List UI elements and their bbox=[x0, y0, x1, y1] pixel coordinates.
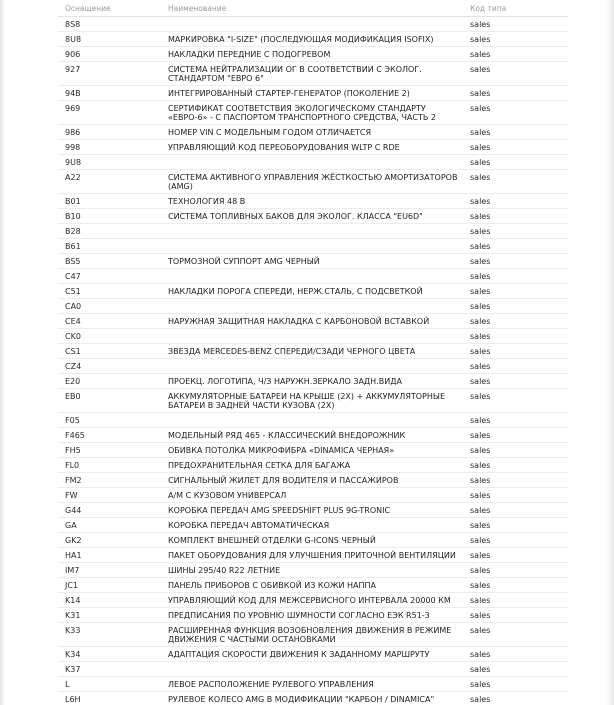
table-row bbox=[58, 428, 568, 443]
cell-type-code: sales bbox=[463, 413, 568, 428]
cell-option-code: C51 bbox=[58, 284, 161, 299]
cell-option-code: C47 bbox=[58, 269, 161, 284]
cell-option-name bbox=[161, 239, 463, 254]
cell-option-name: УПРАВЛЯЮЩИЙ КОД ПЕРЕОБОРУДОВАНИЯ WLTP С RDE bbox=[161, 140, 463, 155]
cell-option-code: CE4 bbox=[58, 314, 161, 329]
table-row bbox=[58, 473, 568, 488]
column-header-code[interactable]: Оснащение bbox=[58, 0, 161, 17]
table-body bbox=[58, 17, 568, 705]
cell-type-code: sales bbox=[463, 374, 568, 389]
table-row bbox=[58, 254, 568, 269]
cell-option-name bbox=[161, 299, 463, 314]
cell-type-code: sales bbox=[463, 458, 568, 473]
cell-option-code: 927 bbox=[58, 62, 161, 86]
cell-type-code: sales bbox=[463, 473, 568, 488]
cell-option-name bbox=[161, 662, 463, 677]
cell-option-code: G44 bbox=[58, 503, 161, 518]
cell-option-name: МАРКИРОВКА "I-SIZE" (ПОСЛЕДУЮЩАЯ МОДИФИКАЦИЯ ISOFIX) bbox=[161, 32, 463, 47]
cell-type-code: sales bbox=[463, 608, 568, 623]
cell-type-code: sales bbox=[463, 17, 568, 32]
cell-type-code: sales bbox=[463, 533, 568, 548]
cell-type-code: sales bbox=[463, 359, 568, 374]
cell-option-name: ТОРМОЗНОЙ СУППОРТ AMG ЧЕРНЫЙ bbox=[161, 254, 463, 269]
table-row bbox=[58, 608, 568, 623]
table-row bbox=[58, 677, 568, 692]
table-row bbox=[58, 140, 568, 155]
table-row bbox=[58, 563, 568, 578]
table-row bbox=[58, 32, 568, 47]
table-row bbox=[58, 284, 568, 299]
table-row bbox=[58, 269, 568, 284]
table-row bbox=[58, 662, 568, 677]
table-row bbox=[58, 503, 568, 518]
equipment-table bbox=[58, 0, 568, 705]
cell-option-code: 8S8 bbox=[58, 17, 161, 32]
cell-option-code: F465 bbox=[58, 428, 161, 443]
cell-option-code: E20 bbox=[58, 374, 161, 389]
cell-type-code: sales bbox=[463, 488, 568, 503]
cell-option-code: A22 bbox=[58, 170, 161, 194]
cell-option-name: ЛЕВОЕ РАСПОЛОЖЕНИЕ РУЛЕВОГО УПРАВЛЕНИЯ bbox=[161, 677, 463, 692]
cell-option-code: CK0 bbox=[58, 329, 161, 344]
table-row bbox=[58, 170, 568, 194]
table-row bbox=[58, 17, 568, 32]
cell-type-code: sales bbox=[463, 125, 568, 140]
cell-type-code: sales bbox=[463, 677, 568, 692]
cell-option-name: ПРЕДПИСАНИЯ ПО УРОВНЮ ШУМНОСТИ СОГЛАСНО ЕЭК R51-3 bbox=[161, 608, 463, 623]
cell-option-name: РАСШИРЕННАЯ ФУНКЦИЯ ВОЗОБНОВЛЕНИЯ ДВИЖЕНИЯ В РЕЖИМЕ ДВИЖЕНИЯ С ЧАСТЫМИ ОСТАНОВКАМИ bbox=[161, 623, 463, 647]
cell-option-name: СИСТЕМА НЕЙТРАЛИЗАЦИИ ОГ В СООТВЕТСТВИИ С ЭКОЛОГ. СТАНДАРТОМ "ЕВРО 6" bbox=[161, 62, 463, 86]
cell-type-code: sales bbox=[463, 284, 568, 299]
cell-option-code: L bbox=[58, 677, 161, 692]
cell-type-code: sales bbox=[463, 194, 568, 209]
cell-option-code: CZ4 bbox=[58, 359, 161, 374]
cell-option-code: B10 bbox=[58, 209, 161, 224]
page-edge-right bbox=[606, 0, 614, 705]
cell-option-code: BS5 bbox=[58, 254, 161, 269]
cell-option-code: FL0 bbox=[58, 458, 161, 473]
cell-option-name bbox=[161, 413, 463, 428]
cell-option-code: 969 bbox=[58, 101, 161, 125]
cell-option-code: K31 bbox=[58, 608, 161, 623]
cell-type-code: sales bbox=[463, 140, 568, 155]
cell-type-code: sales bbox=[463, 503, 568, 518]
cell-option-code: 94B bbox=[58, 86, 161, 101]
cell-option-code: 998 bbox=[58, 140, 161, 155]
cell-type-code: sales bbox=[463, 314, 568, 329]
cell-option-name bbox=[161, 224, 463, 239]
cell-option-name: ПРОЕКЦ. ЛОГОТИПА, Ч/З НАРУЖН.ЗЕРКАЛО ЗАДН.ВИДА bbox=[161, 374, 463, 389]
cell-option-code: GK2 bbox=[58, 533, 161, 548]
cell-type-code: sales bbox=[463, 443, 568, 458]
table-row bbox=[58, 518, 568, 533]
cell-type-code: sales bbox=[463, 647, 568, 662]
cell-option-name bbox=[161, 155, 463, 170]
cell-option-name: НАРУЖНАЯ ЗАЩИТНАЯ НАКЛАДКА С КАРБОНОВОЙ ВСТАВКОЙ bbox=[161, 314, 463, 329]
table-row bbox=[58, 86, 568, 101]
cell-type-code: sales bbox=[463, 62, 568, 86]
cell-option-code: HA1 bbox=[58, 548, 161, 563]
table-row bbox=[58, 155, 568, 170]
cell-type-code: sales bbox=[463, 578, 568, 593]
cell-type-code: sales bbox=[463, 101, 568, 125]
cell-option-name: КОРОБКА ПЕРЕДАЧ АВТОМАТИЧЕСКАЯ bbox=[161, 518, 463, 533]
table-row bbox=[58, 359, 568, 374]
table-row bbox=[58, 374, 568, 389]
table-row bbox=[58, 125, 568, 140]
table-row bbox=[58, 458, 568, 473]
cell-type-code: sales bbox=[463, 86, 568, 101]
cell-option-code: K33 bbox=[58, 623, 161, 647]
table-row bbox=[58, 443, 568, 458]
table-row bbox=[58, 413, 568, 428]
cell-option-code: CS1 bbox=[58, 344, 161, 359]
cell-option-name: ПАКЕТ ОБОРУДОВАНИЯ ДЛЯ УЛУЧШЕНИЯ ПРИТОЧНОЙ ВЕНТИЛЯЦИИ bbox=[161, 548, 463, 563]
cell-option-name: УПРАВЛЯЮЩИЙ КОД ДЛЯ МЕЖСЕРВИСНОГО ИНТЕРВАЛА 20000 КМ bbox=[161, 593, 463, 608]
cell-option-name: ТЕХНОЛОГИЯ 48 В bbox=[161, 194, 463, 209]
cell-option-code: K14 bbox=[58, 593, 161, 608]
table-row bbox=[58, 623, 568, 647]
table-row bbox=[58, 224, 568, 239]
cell-option-name: ЗВЕЗДА MERCEDES-BENZ СПЕРЕДИ/СЗАДИ ЧЕРНОГО ЦВЕТА bbox=[161, 344, 463, 359]
cell-option-name: СЕРТИФИКАТ СООТВЕТСТВИЯ ЭКОЛОГИЧЕСКОМУ СТАНДАРТУ «ЕВРО-6» - С ПАСПОРТОМ ТРАНСПОРТНОГО СРЕДСТВА, ЧАСТЬ 2 bbox=[161, 101, 463, 125]
cell-option-name: ШИНЫ 295/40 R22 ЛЕТНИЕ bbox=[161, 563, 463, 578]
table-row bbox=[58, 62, 568, 86]
cell-option-code: FW bbox=[58, 488, 161, 503]
cell-option-code: 8U8 bbox=[58, 32, 161, 47]
table-row bbox=[58, 533, 568, 548]
cell-type-code: sales bbox=[463, 299, 568, 314]
cell-type-code: sales bbox=[463, 269, 568, 284]
cell-option-name: ОБИВКА ПОТОЛКА МИКРОФИБРА «DINAMICA ЧЕРНАЯ» bbox=[161, 443, 463, 458]
table-row bbox=[58, 488, 568, 503]
cell-option-code: GA bbox=[58, 518, 161, 533]
table-row bbox=[58, 194, 568, 209]
table-row bbox=[58, 578, 568, 593]
table-row bbox=[58, 389, 568, 413]
cell-option-code: 986 bbox=[58, 125, 161, 140]
cell-type-code: sales bbox=[463, 518, 568, 533]
table-row bbox=[58, 692, 568, 705]
cell-option-name: СИСТЕМА АКТИВНОГО УПРАВЛЕНИЯ ЖЁСТКОСТЬЮ АМОРТИЗАТОРОВ (AMG) bbox=[161, 170, 463, 194]
cell-type-code: sales bbox=[463, 239, 568, 254]
cell-option-code: F05 bbox=[58, 413, 161, 428]
table-row bbox=[58, 101, 568, 125]
cell-option-name: ПРЕДОХРАНИТЕЛЬНАЯ СЕТКА ДЛЯ БАГАЖА bbox=[161, 458, 463, 473]
cell-option-code: K34 bbox=[58, 647, 161, 662]
cell-option-name: РУЛЕВОЕ КОЛЕСО AMG В МОДИФИКАЦИИ "КАРБОН / DINAMICA" bbox=[161, 692, 463, 705]
cell-option-name bbox=[161, 359, 463, 374]
cell-type-code: sales bbox=[463, 548, 568, 563]
cell-type-code: sales bbox=[463, 209, 568, 224]
cell-type-code: sales bbox=[463, 692, 568, 705]
cell-type-code: sales bbox=[463, 593, 568, 608]
cell-option-name: АККУМУЛЯТОРНЫЕ БАТАРЕИ НА КРЫШЕ (2X) + АККУМУЛЯТОРНЫЕ БАТАРЕИ В ЗАДНЕЙ ЧАСТИ КУЗОВА (2X) bbox=[161, 389, 463, 413]
cell-option-name bbox=[161, 17, 463, 32]
cell-option-code: JC1 bbox=[58, 578, 161, 593]
cell-type-code: sales bbox=[463, 329, 568, 344]
cell-option-code: B61 bbox=[58, 239, 161, 254]
cell-type-code: sales bbox=[463, 254, 568, 269]
cell-type-code: sales bbox=[463, 623, 568, 647]
cell-option-code: 9U8 bbox=[58, 155, 161, 170]
column-header-type[interactable]: Код типа bbox=[463, 0, 568, 17]
cell-option-name: СИГНАЛЬНЫЙ ЖИЛЕТ ДЛЯ ВОДИТЕЛЯ И ПАССАЖИРОВ bbox=[161, 473, 463, 488]
cell-option-name: КОРОБКА ПЕРЕДАЧ AMG SPEEDSHIFT PLUS 9G-TRONIC bbox=[161, 503, 463, 518]
cell-option-name bbox=[161, 269, 463, 284]
cell-type-code: sales bbox=[463, 428, 568, 443]
table-row bbox=[58, 209, 568, 224]
cell-option-name: АДАПТАЦИЯ СКОРОСТИ ДВИЖЕНИЯ К ЗАДАННОМУ МАРШРУТУ bbox=[161, 647, 463, 662]
cell-option-code: EB0 bbox=[58, 389, 161, 413]
table-row bbox=[58, 239, 568, 254]
cell-option-name: НАКЛАДКИ ПОРОГА СПЕРЕДИ, НЕРЖ.СТАЛЬ, С ПОДСВЕТКОЙ bbox=[161, 284, 463, 299]
cell-type-code: sales bbox=[463, 47, 568, 62]
cell-option-name bbox=[161, 329, 463, 344]
cell-option-name: ИНТЕГРИРОВАННЫЙ СТАРТЕР-ГЕНЕРАТОР (ПОКОЛЕНИЕ 2) bbox=[161, 86, 463, 101]
cell-option-code: FM2 bbox=[58, 473, 161, 488]
cell-option-name: ПАНЕЛЬ ПРИБОРОВ С ОБИВКОЙ ИЗ КОЖИ НАППА bbox=[161, 578, 463, 593]
cell-option-name: НОМЕР VIN С МОДЕЛЬНЫМ ГОДОМ ОТЛИЧАЕТСЯ bbox=[161, 125, 463, 140]
cell-option-code: IM7 bbox=[58, 563, 161, 578]
cell-type-code: sales bbox=[463, 662, 568, 677]
cell-option-name: А/М С КУЗОВОМ УНИВЕРСАЛ bbox=[161, 488, 463, 503]
cell-option-code: CA0 bbox=[58, 299, 161, 314]
cell-option-code: FH5 bbox=[58, 443, 161, 458]
cell-type-code: sales bbox=[463, 32, 568, 47]
table-row bbox=[58, 47, 568, 62]
cell-option-code: L6H bbox=[58, 692, 161, 705]
cell-option-code: B01 bbox=[58, 194, 161, 209]
cell-type-code: sales bbox=[463, 389, 568, 413]
table-row bbox=[58, 647, 568, 662]
cell-type-code: sales bbox=[463, 563, 568, 578]
cell-option-name: МОДЕЛЬНЫЙ РЯД 465 - КЛАССИЧЕСКИЙ ВНЕДОРОЖНИК bbox=[161, 428, 463, 443]
column-header-name[interactable]: Наименование bbox=[161, 0, 463, 17]
table-row bbox=[58, 329, 568, 344]
table-header-row bbox=[58, 0, 568, 17]
table-row bbox=[58, 593, 568, 608]
cell-option-name: НАКЛАДКИ ПЕРЕДНИЕ С ПОДОГРЕВОМ bbox=[161, 47, 463, 62]
cell-option-name: СИСТЕМА ТОПЛИВНЫХ БАКОВ ДЛЯ ЭКОЛОГ. КЛАССА "EU6D" bbox=[161, 209, 463, 224]
cell-type-code: sales bbox=[463, 344, 568, 359]
cell-option-code: B28 bbox=[58, 224, 161, 239]
table-row bbox=[58, 314, 568, 329]
cell-type-code: sales bbox=[463, 155, 568, 170]
table-row bbox=[58, 344, 568, 359]
table-row bbox=[58, 299, 568, 314]
table-row bbox=[58, 548, 568, 563]
cell-option-name: КОМПЛЕКТ ВНЕШНЕЙ ОТДЕЛКИ G-ICONS ЧЕРНЫЙ bbox=[161, 533, 463, 548]
cell-option-code: 906 bbox=[58, 47, 161, 62]
cell-type-code: sales bbox=[463, 224, 568, 239]
page-edge-left bbox=[0, 0, 5, 705]
cell-type-code: sales bbox=[463, 170, 568, 194]
cell-option-code: K37 bbox=[58, 662, 161, 677]
